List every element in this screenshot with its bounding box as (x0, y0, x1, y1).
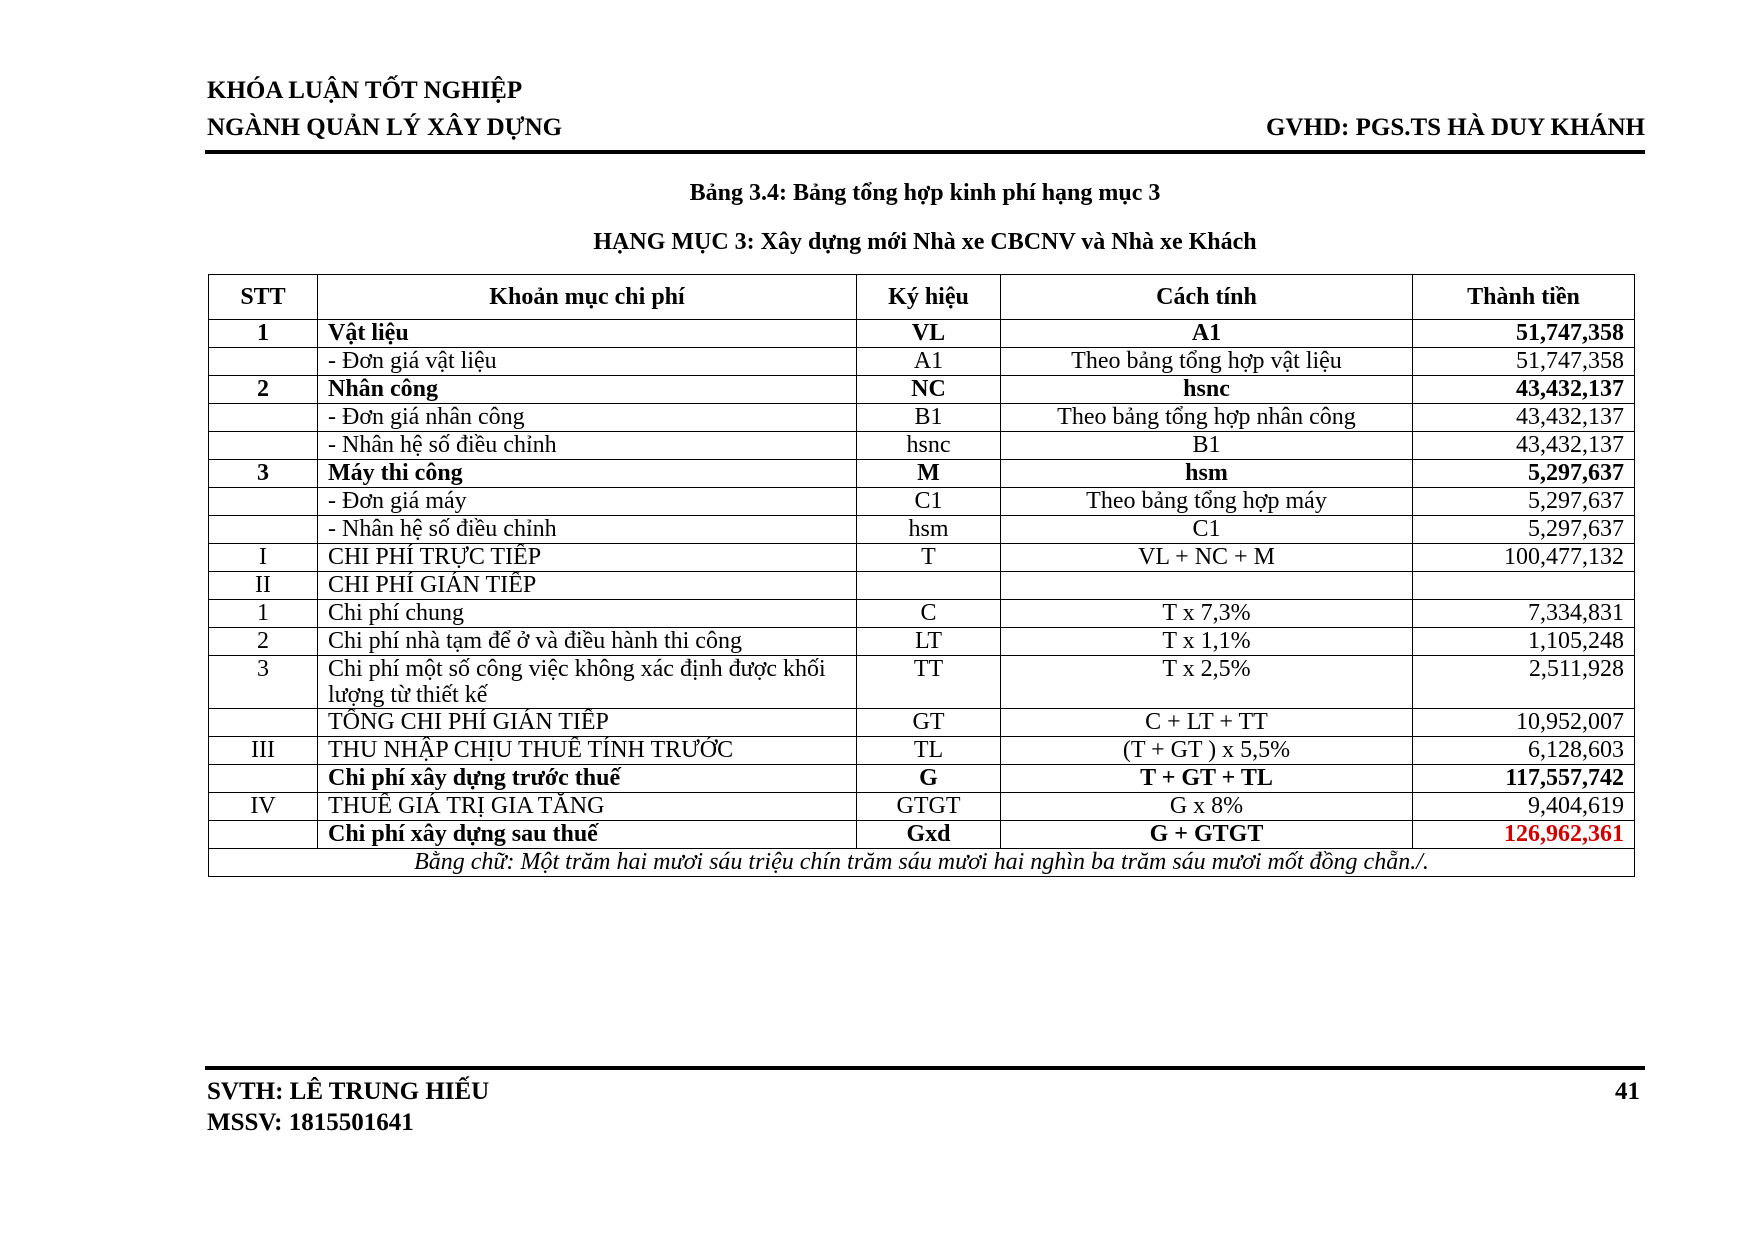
col-header-formula: Cách tính (1001, 275, 1413, 320)
cell-item: Nhân công (318, 376, 857, 404)
table-row (209, 793, 1635, 821)
footer-student-id: MSSV: 1815501641 (207, 1109, 414, 1136)
cell-formula: B1 (1001, 432, 1413, 460)
cell-stt: 2 (209, 628, 318, 656)
cell-formula (1001, 572, 1413, 600)
cell-item: THUẾ GIÁ TRỊ GIA TĂNG (318, 793, 857, 821)
col-header-item: Khoản mục chi phí (318, 275, 857, 320)
cell-code: A1 (857, 348, 1001, 376)
in-words-row (209, 849, 1635, 877)
table-row (209, 600, 1635, 628)
cell-amount (1413, 572, 1635, 600)
cell-code: TL (857, 737, 1001, 765)
cell-stt: I (209, 544, 318, 572)
table-row (209, 516, 1635, 544)
header-rule (205, 150, 1645, 154)
cell-stt (209, 348, 318, 376)
header-major: NGÀNH QUẢN LÝ XÂY DỰNG (207, 114, 563, 141)
cell-formula: T x 2,5% (1001, 656, 1413, 709)
cell-stt (209, 404, 318, 432)
cell-item: - Nhân hệ số điều chỉnh (318, 432, 857, 460)
cell-amount: 10,952,007 (1413, 709, 1635, 737)
cell-item: Vật liệu (318, 320, 857, 348)
cell-stt (209, 432, 318, 460)
cell-code: GT (857, 709, 1001, 737)
table-row (209, 432, 1635, 460)
table-row (209, 544, 1635, 572)
cell-stt: 3 (209, 656, 318, 709)
table-row (209, 460, 1635, 488)
cell-code: NC (857, 376, 1001, 404)
cell-formula: hsnc (1001, 376, 1413, 404)
cell-code: VL (857, 320, 1001, 348)
cell-stt: IV (209, 793, 318, 821)
cell-stt (209, 709, 318, 737)
header-advisor: GVHD: PGS.TS HÀ DUY KHÁNH (1266, 114, 1645, 141)
table-caption: Bảng 3.4: Bảng tổng hợp kinh phí hạng mục 3 (689, 180, 1161, 206)
cell-item: Chi phí nhà tạm để ở và điều hành thi công (318, 628, 857, 656)
table-row (209, 376, 1635, 404)
cell-code: LT (857, 628, 1001, 656)
table-row (209, 656, 1635, 709)
cell-code: hsnc (857, 432, 1001, 460)
cell-amount: 43,432,137 (1413, 432, 1635, 460)
cell-item: CHI PHÍ TRỰC TIẾP (318, 544, 857, 572)
table-row (209, 404, 1635, 432)
cell-formula: A1 (1001, 320, 1413, 348)
cell-amount: 100,477,132 (1413, 544, 1635, 572)
cell-amount: 5,297,637 (1413, 516, 1635, 544)
cell-formula: Theo bảng tổng hợp máy (1001, 488, 1413, 516)
cell-item: CHI PHÍ GIÁN TIẾP (318, 572, 857, 600)
cell-item: Máy thi công (318, 460, 857, 488)
header-course: KHÓA LUẬN TỐT NGHIỆP (207, 77, 523, 104)
cell-code: GTGT (857, 793, 1001, 821)
cost-summary-table (208, 274, 1635, 877)
cell-stt: 1 (209, 600, 318, 628)
cell-formula: Theo bảng tổng hợp nhân công (1001, 404, 1413, 432)
cell-code: C (857, 600, 1001, 628)
section-title: HẠNG MỤC 3: Xây dựng mới Nhà xe CBCNV và Nhà xe Khách (593, 229, 1257, 255)
cell-item: Chi phí xây dựng sau thuế (318, 821, 857, 849)
cell-stt (209, 821, 318, 849)
cell-amount: 1,105,248 (1413, 628, 1635, 656)
table-row (209, 348, 1635, 376)
cell-code: T (857, 544, 1001, 572)
cell-item: - Đơn giá vật liệu (318, 348, 857, 376)
cell-stt: 2 (209, 376, 318, 404)
cell-item: - Đơn giá nhân công (318, 404, 857, 432)
table-row (209, 572, 1635, 600)
footer-student: SVTH: LÊ TRUNG HIẾU (207, 1078, 490, 1105)
cell-formula: T + GT + TL (1001, 765, 1413, 793)
page-number: 41 (1615, 1078, 1640, 1105)
table-row (209, 320, 1635, 348)
cell-amount: 126,962,361 (1413, 821, 1635, 849)
cell-code: C1 (857, 488, 1001, 516)
cell-item: TỔNG CHI PHÍ GIÁN TIẾP (318, 709, 857, 737)
cell-formula: G + GTGT (1001, 821, 1413, 849)
table-row (209, 488, 1635, 516)
cell-amount: 51,747,358 (1413, 320, 1635, 348)
cell-amount: 7,334,831 (1413, 600, 1635, 628)
cell-item: Chi phí chung (318, 600, 857, 628)
table-row (209, 737, 1635, 765)
cell-code: hsm (857, 516, 1001, 544)
table-row (209, 821, 1635, 849)
cell-item: - Đơn giá máy (318, 488, 857, 516)
table-header-row (209, 275, 1635, 320)
cell-amount: 2,511,928 (1413, 656, 1635, 709)
cell-amount: 9,404,619 (1413, 793, 1635, 821)
cell-amount: 5,297,637 (1413, 460, 1635, 488)
table-row (209, 709, 1635, 737)
table-row (209, 628, 1635, 656)
col-header-stt: STT (209, 275, 318, 320)
table-row (209, 765, 1635, 793)
cell-code: TT (857, 656, 1001, 709)
cell-stt (209, 488, 318, 516)
cell-formula: C1 (1001, 516, 1413, 544)
cell-stt (209, 765, 318, 793)
cell-code: Gxd (857, 821, 1001, 849)
cell-formula: G x 8% (1001, 793, 1413, 821)
cell-amount: 117,557,742 (1413, 765, 1635, 793)
cell-formula: C + LT + TT (1001, 709, 1413, 737)
cell-amount: 6,128,603 (1413, 737, 1635, 765)
cell-formula: T x 1,1% (1001, 628, 1413, 656)
cell-stt (209, 516, 318, 544)
cell-item: Chi phí một số công việc không xác định được khối lượng từ thiết kế (318, 656, 857, 709)
footer-rule (205, 1066, 1645, 1070)
cell-stt: II (209, 572, 318, 600)
cell-amount: 5,297,637 (1413, 488, 1635, 516)
cell-code (857, 572, 1001, 600)
cell-amount: 43,432,137 (1413, 376, 1635, 404)
cell-formula: hsm (1001, 460, 1413, 488)
col-header-amount: Thành tiền (1413, 275, 1635, 320)
cell-amount: 43,432,137 (1413, 404, 1635, 432)
amount-in-words: Bằng chữ: Một trăm hai mươi sáu triệu chín trăm sáu mươi hai nghìn ba trăm sáu mươi mốt đồng chẵn./. (209, 849, 1635, 877)
col-header-code: Ký hiệu (857, 275, 1001, 320)
cell-item: - Nhân hệ số điều chỉnh (318, 516, 857, 544)
cell-formula: T x 7,3% (1001, 600, 1413, 628)
cell-stt: 3 (209, 460, 318, 488)
cell-stt: III (209, 737, 318, 765)
cell-item: THU NHẬP CHỊU THUẾ TÍNH TRƯỚC (318, 737, 857, 765)
cell-code: B1 (857, 404, 1001, 432)
cell-item: Chi phí xây dựng trước thuế (318, 765, 857, 793)
cell-formula: (T + GT ) x 5,5% (1001, 737, 1413, 765)
cell-code: M (857, 460, 1001, 488)
cell-formula: VL + NC + M (1001, 544, 1413, 572)
cell-stt: 1 (209, 320, 318, 348)
cell-formula: Theo bảng tổng hợp vật liệu (1001, 348, 1413, 376)
cell-amount: 51,747,358 (1413, 348, 1635, 376)
cell-code: G (857, 765, 1001, 793)
